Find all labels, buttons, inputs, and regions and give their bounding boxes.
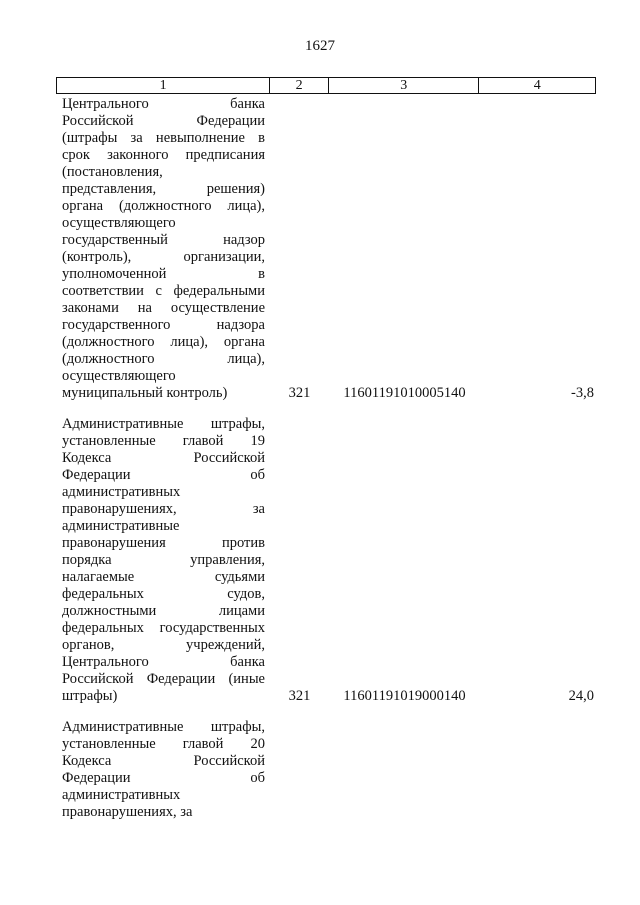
header-col-3: 3 [329,78,479,93]
description-line: (контроль), организации, [62,249,265,265]
description-line: уполномоченной в [62,266,265,282]
header-col-1: 1 [57,78,270,93]
row-description [62,416,265,705]
description-line: федеральных государственных [62,620,265,636]
row-budget-code: 11601191019000140 [343,688,466,704]
description-line: органа (должностного лица), [62,198,265,214]
row-description [62,96,265,402]
table-body [56,96,596,835]
description-line: государственного надзора [62,317,265,333]
description-line: (должностного лица), [62,351,265,367]
table-row [56,719,596,821]
description-line: правонарушениях, за [62,804,193,820]
description-line: срок законного предписания [62,147,265,163]
page-number: 1627 [305,38,335,54]
header-col-2: 2 [270,78,329,93]
description-line: соответствии с федеральными [62,283,265,299]
row-description [62,719,265,821]
row-admin-code: 321 [288,385,311,401]
description-line: правонарушения против [62,535,265,551]
table-header [56,77,596,94]
description-line: Российской Федерации [62,113,265,129]
row-amount: -3,8 [571,385,594,401]
description-line: федеральных судов, [62,586,265,602]
description-line: осуществляющего [62,215,176,231]
description-line: правонарушениях, за [62,501,265,517]
description-line: Административные штрафы, [62,416,265,432]
description-line: органов, учреждений, [62,637,265,653]
description-line: порядка управления, [62,552,265,568]
description-line: муниципальный контроль) [62,385,228,401]
description-line: осуществляющего [62,368,176,384]
description-line: Российской Федерации (иные [62,671,265,687]
description-line: административных [62,484,181,500]
description-line: Федерации об [62,770,265,786]
header-col-4: 4 [533,78,541,93]
description-line: административных [62,787,181,803]
description-line: государственный надзор [62,232,265,248]
description-line: (должностного лица), органа [62,334,265,350]
description-line: Кодекса Российской [62,753,265,769]
table-row [56,96,596,402]
description-line: Административные штрафы, [62,719,265,735]
description-line: Центрального банка [62,654,265,670]
description-line: Центрального банка [62,96,265,112]
table-row [56,416,596,705]
description-line: (постановления, [62,164,163,180]
description-line: административные [62,518,180,534]
row-admin-code: 321 [288,688,311,704]
description-line: штрафы) [62,688,118,704]
row-amount: 24,0 [568,688,594,704]
description-line: (штрафы за невыполнение в [62,130,265,146]
description-line: законами на осуществление [62,300,265,316]
description-line: установленные главой 19 [62,433,265,449]
description-line: налагаемые судьями [62,569,265,585]
row-budget-code: 11601191010005140 [343,385,466,401]
description-line: должностными лицами [62,603,265,619]
description-line: представления, решения) [62,181,265,197]
description-line: Кодекса Российской [62,450,265,466]
description-line: Федерации об [62,467,265,483]
description-line: установленные главой 20 [62,736,265,752]
